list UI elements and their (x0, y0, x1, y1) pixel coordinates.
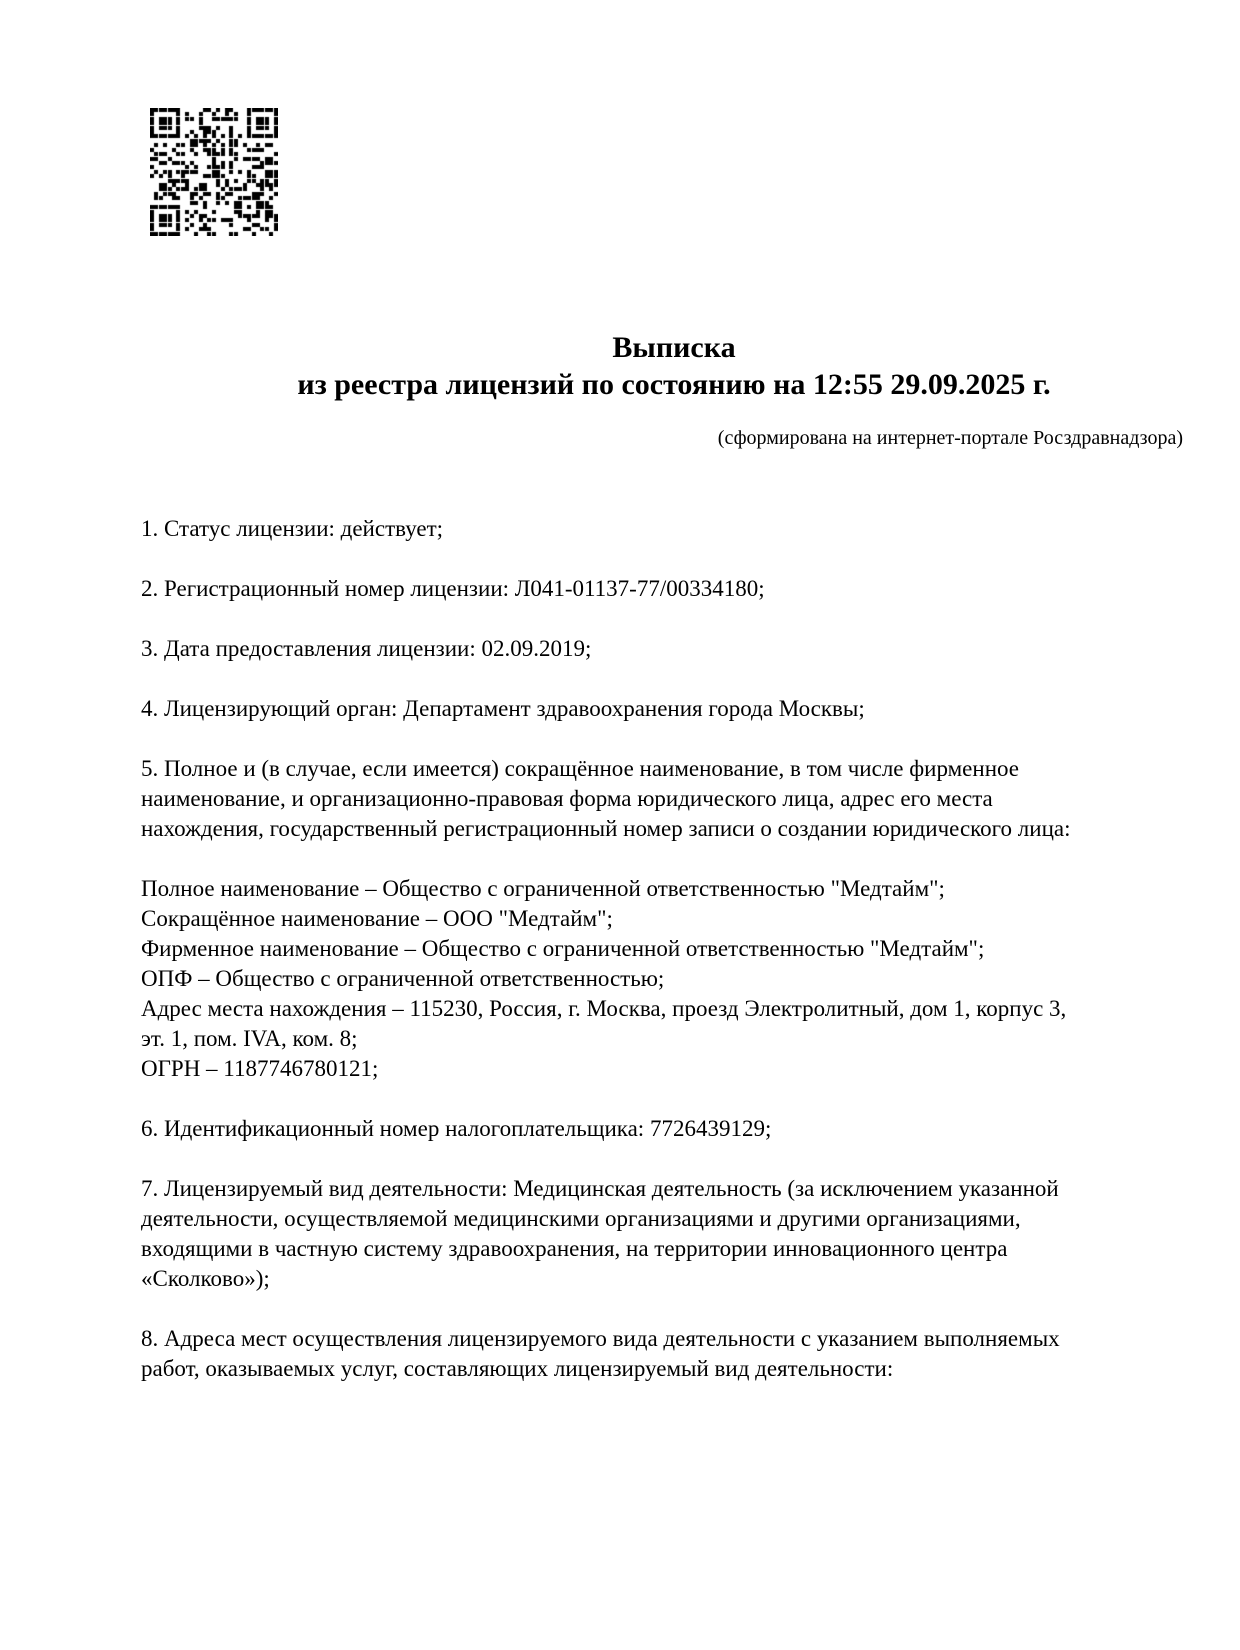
qr-code (150, 108, 278, 236)
paragraph-line: деятельности, осуществляемой медицинскими организациями и другими организациями, (141, 1206, 1021, 1231)
title-line-1: Выписка (612, 331, 736, 364)
paragraph-licensed-activity (141, 1174, 1181, 1294)
paragraph-line: ОПФ – Общество с ограниченной ответственностью; (141, 966, 665, 991)
paragraph-line: нахождения, государственный регистрационный номер записи о создании юридического лица: (141, 816, 1071, 841)
document-subtitle: (сформирована на интернет-портале Росздравнадзора) (717, 427, 1183, 449)
paragraph-line: 7. Лицензируемый вид деятельности: Медицинская деятельность (за исключением указанной (141, 1176, 1059, 1201)
paragraph-inn (141, 1114, 1181, 1144)
paragraph-line: работ, оказываемых услуг, составляющих лицензируемый вид деятельности: (141, 1356, 894, 1381)
paragraph-activity-addresses-intro (141, 1324, 1181, 1384)
paragraph-line: входящими в частную систему здравоохранения, на территории инновационного центра (141, 1236, 1008, 1261)
paragraph-status (141, 514, 1181, 544)
paragraph-organization-details (141, 874, 1181, 1084)
document-title (141, 329, 1207, 403)
paragraph-line: Полное наименование – Общество с ограниченной ответственностью "Медтайм"; (141, 876, 945, 901)
paragraph-line: 4. Лицензирующий орган: Департамент здравоохранения города Москвы; (141, 696, 865, 721)
paragraph-clause-5-intro (141, 754, 1181, 844)
paragraph-line: эт. 1, пом. IVA, ком. 8; (141, 1026, 358, 1051)
paragraph-line: «Сколково»); (141, 1266, 270, 1291)
document-body (141, 514, 1181, 1414)
paragraph-line: 1. Статус лицензии: действует; (141, 516, 444, 541)
paragraph-line: наименование, и организационно-правовая форма юридического лица, адрес его места (141, 786, 993, 811)
paragraph-line: 5. Полное и (в случае, если имеется) сокращённое наименование, в том числе фирменное (141, 756, 1019, 781)
paragraph-line: 6. Идентификационный номер налогоплательщика: 7726439129; (141, 1116, 772, 1141)
paragraph-line: Сокращённое наименование – ООО "Медтайм"; (141, 906, 613, 931)
paragraph-line: 2. Регистрационный номер лицензии: Л041-01137-77/00334180; (141, 576, 765, 601)
title-line-2: из реестра лицензий по состоянию на 12:55 29.09.2025 г. (297, 368, 1051, 401)
paragraph-line: Адрес места нахождения – 115230, Россия, г. Москва, проезд Электролитный, дом 1, корпус 3, (141, 996, 1067, 1021)
paragraph-registration-number (141, 574, 1181, 604)
paragraph-line: 8. Адреса мест осуществления лицензируемого вида деятельности с указанием выполняемых (141, 1326, 1060, 1351)
paragraph-grant-date (141, 634, 1181, 664)
paragraph-line: ОГРН – 1187746780121; (141, 1056, 379, 1081)
paragraph-line: Фирменное наименование – Общество с ограниченной ответственностью "Медтайм"; (141, 936, 985, 961)
paragraph-licensing-authority (141, 694, 1181, 724)
paragraph-line: 3. Дата предоставления лицензии: 02.09.2019; (141, 636, 592, 661)
